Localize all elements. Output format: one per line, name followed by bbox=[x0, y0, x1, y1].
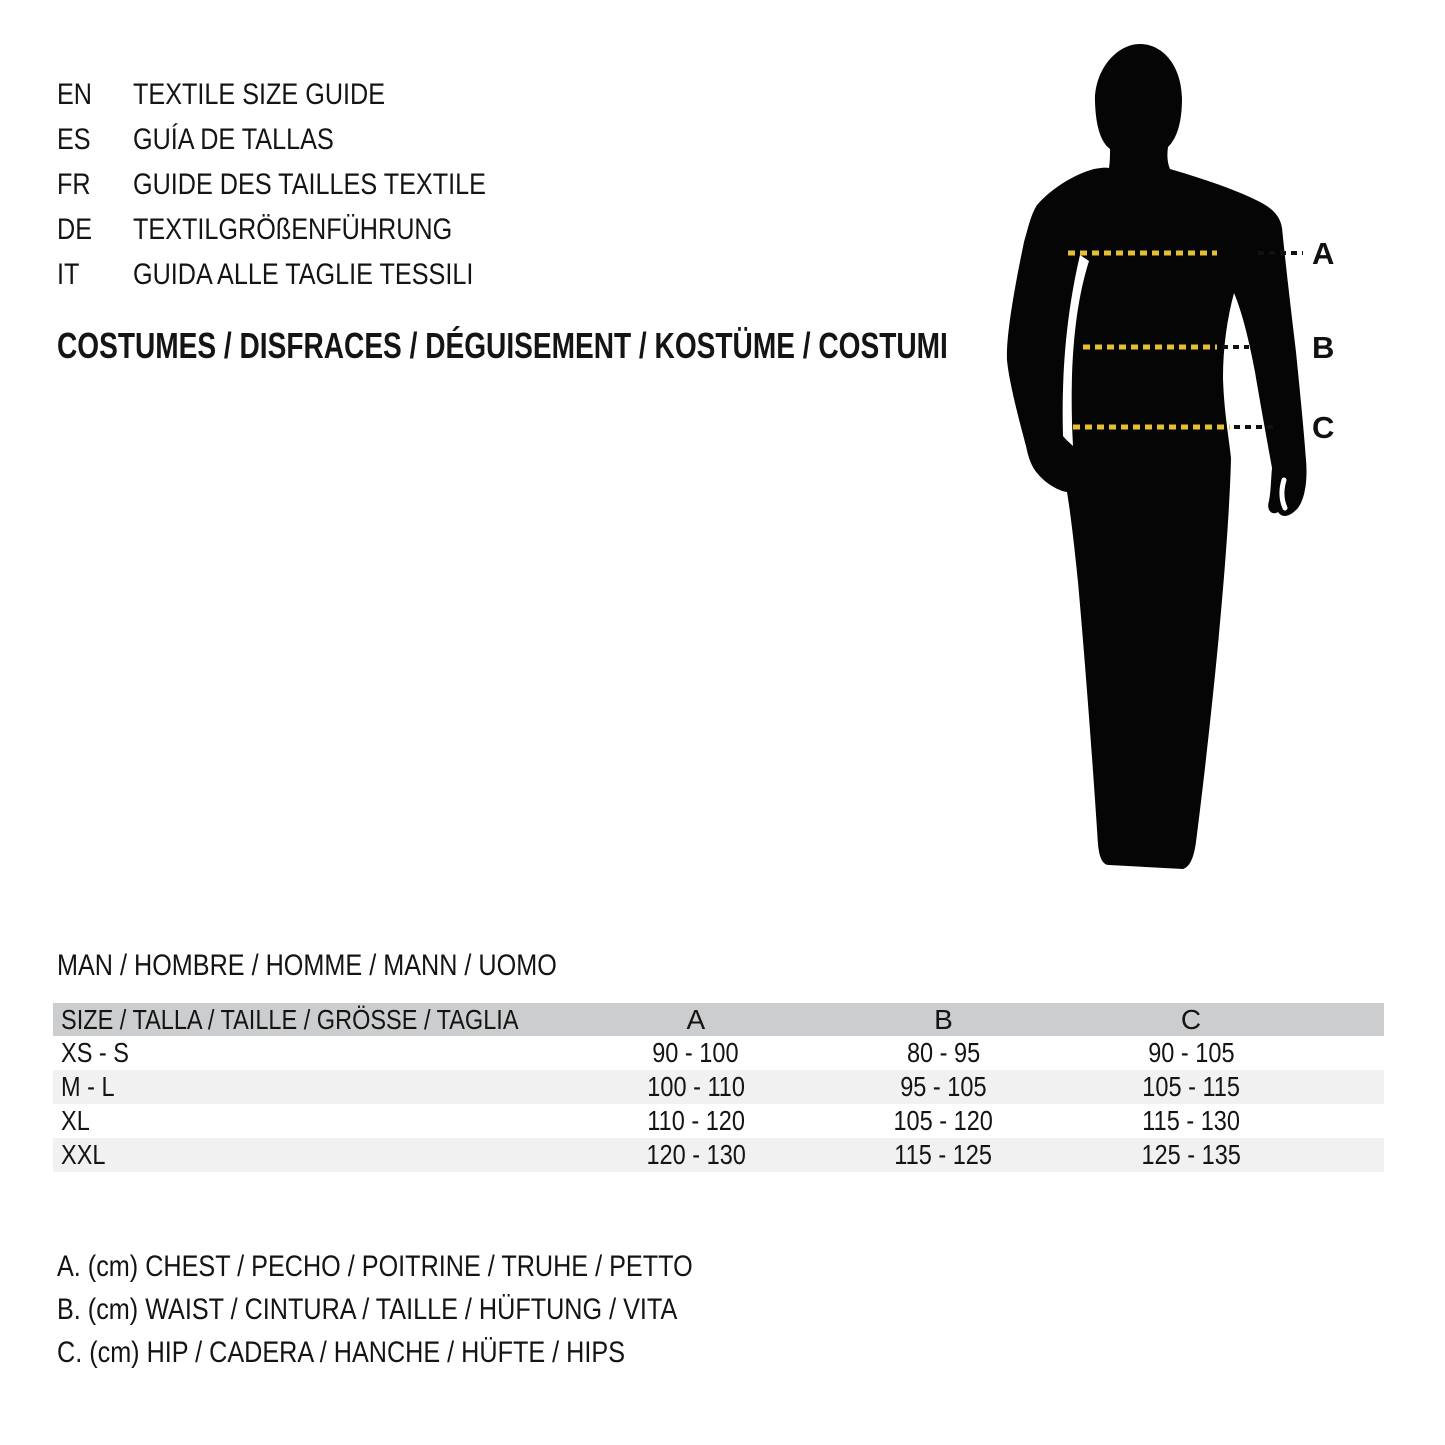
filler-cell bbox=[1315, 1138, 1384, 1172]
column-header-b: B bbox=[820, 1003, 1068, 1036]
filler-cell bbox=[1315, 1104, 1384, 1138]
value-cell-b: 115 - 125 bbox=[820, 1138, 1068, 1172]
value-cell-a: 110 - 120 bbox=[647, 1105, 745, 1136]
language-code: FR bbox=[57, 168, 91, 201]
size-cell: XXL bbox=[53, 1138, 572, 1172]
note-hip: C. (cm) HIP / CADERA / HANCHE / HÜFTE / HIPS bbox=[57, 1336, 625, 1369]
language-row-de bbox=[57, 207, 554, 252]
language-title: TEXTILGRÖßENFÜHRUNG bbox=[133, 213, 453, 246]
filler-cell bbox=[1315, 1070, 1384, 1104]
value-cell-b: 105 - 120 bbox=[893, 1105, 994, 1136]
size-table-header-row bbox=[53, 1003, 1384, 1036]
measure-label-a: A bbox=[1312, 236, 1335, 271]
note-chest: A. (cm) CHEST / PECHO / POITRINE / TRUHE / PETTO bbox=[57, 1250, 693, 1283]
value-cell-a: 100 - 110 bbox=[572, 1070, 820, 1104]
language-row-fr bbox=[57, 162, 554, 207]
value-cell-b: 80 - 95 bbox=[906, 1037, 981, 1068]
value-cell-c: 90 - 105 bbox=[1147, 1037, 1235, 1068]
language-title: GUIDA ALLE TAGLIE TESSILI bbox=[133, 258, 474, 291]
language-title: TEXTILE SIZE GUIDE bbox=[133, 78, 386, 111]
language-row-es bbox=[57, 117, 554, 162]
gender-heading: MAN / HOMBRE / HOMME / MANN / UOMO bbox=[57, 949, 557, 982]
value-cell-c: 105 - 115 bbox=[1067, 1070, 1315, 1104]
language-list bbox=[57, 72, 554, 297]
column-header-filler bbox=[1315, 1003, 1384, 1036]
filler-cell bbox=[1315, 1036, 1384, 1070]
language-code: ES bbox=[57, 123, 91, 156]
size-cell: M - L bbox=[53, 1070, 572, 1104]
size-column-header: SIZE / TALLA / TAILLE / GRÖSSE / TAGLIA bbox=[53, 1003, 572, 1036]
value-cell-a: 90 - 100 bbox=[652, 1037, 740, 1068]
size-cell: XL bbox=[61, 1105, 90, 1136]
value-cell-c: 125 - 135 bbox=[1067, 1138, 1315, 1172]
size-table bbox=[53, 1003, 1384, 1172]
man-silhouette bbox=[1007, 44, 1307, 869]
value-cell-a: 120 - 130 bbox=[572, 1138, 820, 1172]
value-cell-b: 95 - 105 bbox=[820, 1070, 1068, 1104]
category-heading: COSTUMES / DISFRACES / DÉGUISEMENT / KOSTÜME / COSTUMI bbox=[57, 325, 948, 366]
table-row-m-l bbox=[53, 1070, 1384, 1104]
language-row-en bbox=[57, 72, 554, 117]
column-header-c: C bbox=[1067, 1003, 1315, 1036]
size-cell: XS - S bbox=[61, 1037, 129, 1068]
note-waist: B. (cm) WAIST / CINTURA / TAILLE / HÜFTUNG / VITA bbox=[57, 1293, 678, 1326]
table-row-xxl bbox=[53, 1138, 1384, 1172]
measurement-notes bbox=[57, 1245, 814, 1374]
measure-label-c: C bbox=[1312, 410, 1335, 445]
language-title: GUÍA DE TALLAS bbox=[133, 123, 335, 156]
language-title: GUIDE DES TAILLES TEXTILE bbox=[133, 168, 487, 201]
table-row-xl bbox=[53, 1104, 1384, 1138]
language-code: EN bbox=[57, 78, 93, 111]
language-row-it bbox=[57, 252, 554, 297]
measure-label-b: B bbox=[1312, 330, 1335, 365]
value-cell-c: 115 - 130 bbox=[1142, 1105, 1240, 1136]
table-row-xs-s bbox=[53, 1036, 1384, 1070]
silhouette-svg bbox=[990, 40, 1350, 900]
man-silhouette-figure bbox=[990, 40, 1350, 900]
language-code: DE bbox=[57, 213, 93, 246]
language-code: IT bbox=[57, 258, 80, 291]
column-header-a: A bbox=[572, 1003, 820, 1036]
